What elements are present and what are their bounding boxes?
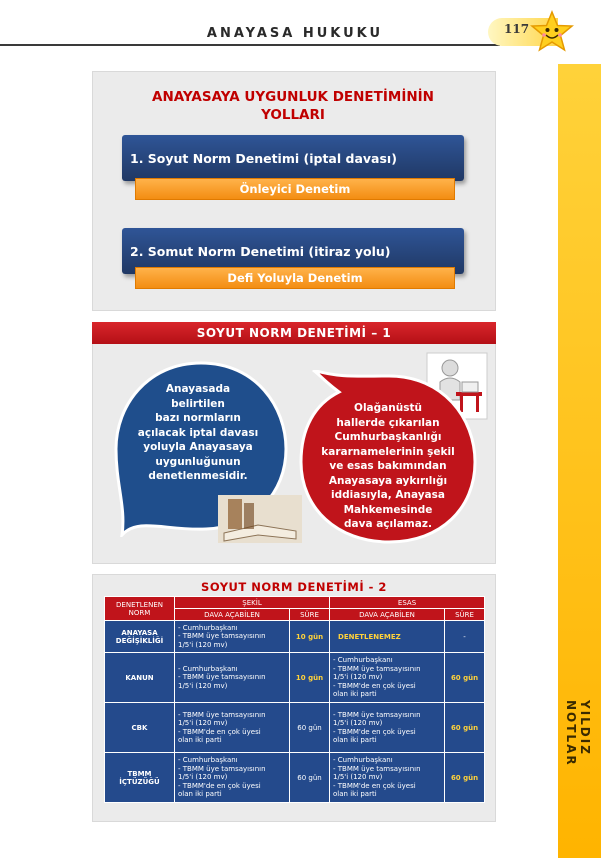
sekil-sure-cell: 60 gün [290, 703, 330, 753]
exception-line: kararnamelerinin şekil [321, 445, 455, 458]
list-item: - Cumhurbaşkanı [333, 656, 393, 665]
method-2-label: 2. Somut Norm Denetimi (itiraz yolu) [130, 244, 391, 259]
sekil-cell [175, 753, 290, 803]
list-item: - TBMM'de en çok üyesi [178, 727, 261, 736]
list-item: - TBMM'de en çok üyesi [333, 727, 416, 736]
definition-line: uygunluğunun [155, 455, 241, 468]
definition-line: yoluyla Anayasaya [143, 441, 253, 453]
list-item: 1/5'i (120 mv) [178, 640, 228, 649]
list-item: 1/5'i (120 mv) [178, 719, 228, 727]
esas-cell [330, 653, 445, 703]
method-1-sub: Önleyici Denetim [135, 178, 455, 200]
sekil-cell [175, 653, 290, 703]
header-sekil: ŞEKİL [175, 597, 330, 609]
list-item: - Cumhurbaşkanı [178, 756, 238, 765]
list-item: 1/5'i (120 mv) [333, 719, 383, 727]
list-item: olan iki parti [333, 690, 377, 699]
list-item: olan iki parti [333, 736, 377, 744]
list-item: - TBMM üye tamsayısının [333, 664, 421, 673]
esas-sure-cell: 60 gün [445, 753, 485, 803]
exception-line: iddiasıyla, Anayasa [331, 489, 445, 501]
header-rule [0, 44, 500, 46]
exception-line: Mahkemesinde [343, 503, 433, 516]
table-row [105, 621, 485, 653]
list-item: - TBMM üye tamsayısının [178, 764, 266, 773]
list-item: - Cumhurbaşkanı [178, 623, 238, 632]
list-item: - TBMM üye tamsayısının [333, 710, 421, 719]
definition-line: açılacak iptal davası [137, 426, 259, 439]
exception-line: Olağanüstü [354, 402, 422, 414]
title-line-2: YOLLARI [261, 107, 325, 123]
norm-cell [105, 621, 175, 653]
norm-line: ANAYASA [121, 628, 158, 637]
title-line-1: ANAYASAYA UYGUNLUK DENETİMİNİN [152, 89, 434, 105]
definition-line: denetlenmesidir. [148, 470, 248, 482]
exception-line: dava açılamaz. [344, 518, 432, 530]
norm-cell [105, 703, 175, 753]
subheader-sure: SÜRE [445, 609, 485, 621]
list-item: olan iki parti [178, 790, 222, 799]
norm-line: CBK [131, 723, 148, 732]
review-methods-title [100, 88, 486, 124]
review-table [104, 596, 485, 803]
definition-line: belirtilen [171, 397, 225, 410]
sekil-cell [175, 621, 290, 653]
header-norm-line: NORM [128, 608, 151, 617]
esas-sure-cell: 60 gün [445, 703, 485, 753]
header-esas: ESAS [330, 597, 485, 609]
sekil-sure-cell: 10 gün [290, 621, 330, 653]
list-item: 1/5'i (120 mv) [333, 673, 383, 682]
norm-line: DEĞİŞİKLİĞİ [115, 636, 164, 645]
table-row [105, 653, 485, 703]
list-item: olan iki parti [178, 736, 222, 744]
exception-line: ve esas bakımından [329, 460, 447, 472]
page-header-title: ANAYASA HUKUKU [206, 26, 384, 41]
norm-line: İÇTÜZÜĞÜ [119, 777, 160, 786]
esas-cell: DENETLENEMEZ [330, 621, 445, 653]
esas-cell [330, 703, 445, 753]
sekil-sure-cell: 10 gün [290, 653, 330, 703]
open-book-icon [218, 495, 302, 543]
sekil-cell [175, 703, 290, 753]
exception-line: Anayasaya aykırılığı [328, 474, 448, 487]
subheader-dava: DAVA AÇABİLEN [330, 609, 445, 621]
list-item: 1/5'i (120 mv) [333, 773, 383, 782]
norm-cell [105, 653, 175, 703]
sidebar-label: YILDIZ NOTLAR [564, 700, 592, 767]
esas-sure-cell: 60 gün [445, 653, 485, 703]
list-item: - TBMM üye tamsayısının [178, 673, 266, 682]
smiling-star-icon [530, 10, 574, 54]
table-row [105, 753, 485, 803]
table-row [105, 703, 485, 753]
subheader-sure: SÜRE [290, 609, 330, 621]
norm-line: KANUN [125, 673, 154, 682]
exception-line: Cumhurbaşkanlığı [334, 431, 442, 443]
definition-text [118, 382, 278, 484]
list-item: - TBMM üye tamsayısının [178, 632, 266, 641]
esas-sure-cell: - [445, 621, 485, 653]
method-2-sub: Defi Yoluyla Denetim [135, 267, 455, 289]
norm-line: TBMM [127, 769, 152, 778]
list-item: - TBMM'de en çok üyesi [178, 781, 261, 790]
list-item: - TBMM'de en çok üyesi [333, 781, 416, 790]
esas-cell [330, 753, 445, 803]
list-item: 1/5'i (120 mv) [178, 681, 228, 690]
header-norm [105, 597, 175, 621]
abstract-review-2-title: SOYUT NORM DENETİMİ - 2 [201, 580, 387, 594]
norm-cell [105, 753, 175, 803]
abstract-review-1-title: SOYUT NORM DENETİMİ – 1 [92, 322, 496, 344]
list-item: 1/5'i (120 mv) [178, 773, 228, 782]
definition-line: Anayasada [165, 383, 231, 395]
list-item: - Cumhurbaşkanı [178, 664, 238, 673]
list-item: - Cumhurbaşkanı [333, 756, 393, 765]
exception-text [302, 401, 474, 532]
header-norm-line: DENETLENEN [116, 600, 163, 609]
method-1-box [122, 135, 464, 181]
method-1-label: 1. Soyut Norm Denetimi (iptal davası) [130, 151, 397, 166]
list-item: - TBMM'de en çok üyesi [333, 681, 416, 690]
page-number: 117 [504, 22, 530, 36]
definition-line: bazı normların [155, 412, 241, 424]
list-item: - TBMM üye tamsayısının [178, 710, 266, 719]
exception-line: hallerde çıkarılan [336, 416, 440, 429]
subheader-dava: DAVA AÇABİLEN [175, 609, 290, 621]
list-item: olan iki parti [333, 790, 377, 799]
sekil-sure-cell: 60 gün [290, 753, 330, 803]
list-item: - TBMM üye tamsayısının [333, 764, 421, 773]
